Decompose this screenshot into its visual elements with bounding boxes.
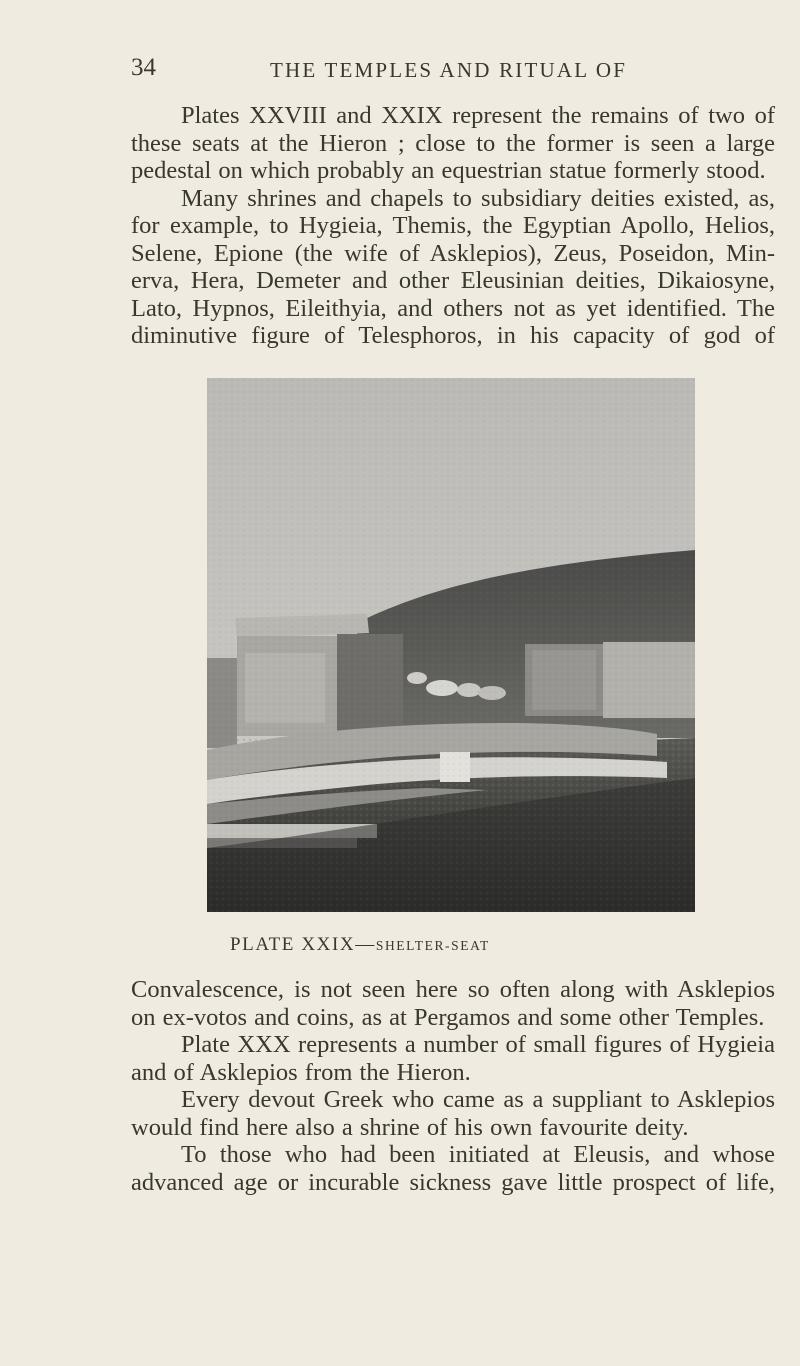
- body-text-bottom: [131, 976, 775, 1196]
- page-number: 34: [131, 54, 156, 81]
- paragraph: Plate XXX represents a number of small figures of Hygieia and of Asklepios from the Hieron.: [131, 1031, 775, 1086]
- figure-caption: [230, 934, 490, 956]
- body-text-top: [131, 102, 775, 350]
- caption-title: SHELTER-SEAT: [375, 938, 490, 953]
- paragraph: Plates XXVIII and XXIX represent the remains of two of these seats at the Hieron ; close to the former is seen a large pedestal on which probably an equestrian statue formerly stood.: [131, 102, 775, 184]
- paragraph: To those who had been initiated at Eleusis, and whose advanced age or incurable sickness gave little prospect of life,: [131, 1141, 775, 1196]
- paragraph: Convalescence, is not seen here so often along with Asklepios on ex-votos and coins, as at Pergamos and some other Temples.: [131, 976, 775, 1031]
- paragraph: Many shrines and chapels to subsidiary deities existed, as, for example, to Hygieia, Themis, the Egyptian Apollo, Helios, Selene, Epione (the wife of Asklepios), Zeus, Poseidon, Min-erva, Hera, Demeter and other Eleusinian deities, Dikaiosyne, Lato, Hypnos, Eileithyia, and others not as yet identified. The diminutive figure of Telesphoros, in his capacity of god of: [131, 184, 775, 349]
- caption-prefix: PLATE XXIX—: [230, 934, 376, 955]
- running-head: THE TEMPLES AND RITUAL OF: [270, 58, 628, 82]
- plate-photograph: [207, 378, 695, 912]
- paragraph: Every devout Greek who came as a suppliant to Asklepios would find here also a shrine of his own favourite deity.: [131, 1086, 775, 1141]
